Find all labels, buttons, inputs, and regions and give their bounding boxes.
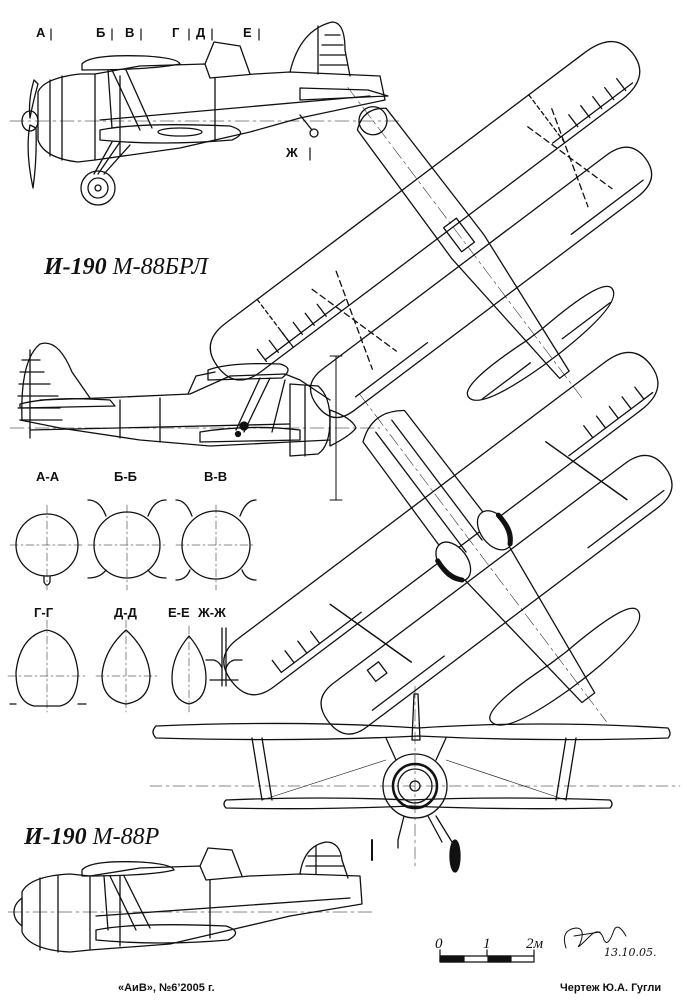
section-label-v-v: В-В xyxy=(204,469,228,484)
side-view-top xyxy=(10,22,400,205)
scale-label-one: 1 xyxy=(483,936,491,952)
side-view-bottom xyxy=(8,842,372,952)
variant-engine-bottom: М-88Р xyxy=(92,824,160,850)
variant-title-top xyxy=(44,254,208,280)
section-label-b-b: Б-Б xyxy=(114,469,138,484)
station-marker-ticks xyxy=(51,29,310,160)
sections-row-2 xyxy=(8,620,242,712)
variant-name-top: И-190 xyxy=(44,254,107,280)
station-mark-d: Д xyxy=(196,25,206,40)
station-mark-v: В xyxy=(125,25,135,40)
scale-label-zero: 0 xyxy=(435,936,443,952)
variant-engine-top: М-88БРЛ xyxy=(112,254,208,280)
side-view-middle xyxy=(10,343,380,500)
section-label-e-e: Е-Е xyxy=(168,605,190,620)
section-label-d-d: Д-Д xyxy=(114,605,137,620)
signature-date: 13.10.05. xyxy=(604,946,657,959)
sections-row-1 xyxy=(10,500,256,590)
footer-source: «АиВ», №6’2005 г. xyxy=(118,982,215,994)
station-mark-a: А xyxy=(36,25,46,40)
variant-title-bottom xyxy=(24,824,159,850)
station-mark-b: Б xyxy=(96,25,106,40)
scale-label-two: 2м xyxy=(526,936,544,952)
station-mark-zh: Ж xyxy=(286,145,298,160)
station-mark-g: Г xyxy=(172,25,180,40)
station-mark-e: Е xyxy=(243,25,252,40)
footer-author: Чертеж Ю.А. Гугли xyxy=(560,982,662,994)
section-label-g-g: Г-Г xyxy=(34,605,54,620)
signature-scribble xyxy=(564,927,626,948)
variant-name-bottom: И-190 xyxy=(24,824,87,850)
section-label-a-a: А-А xyxy=(36,469,60,484)
section-label-zh-zh: Ж-Ж xyxy=(198,605,226,620)
